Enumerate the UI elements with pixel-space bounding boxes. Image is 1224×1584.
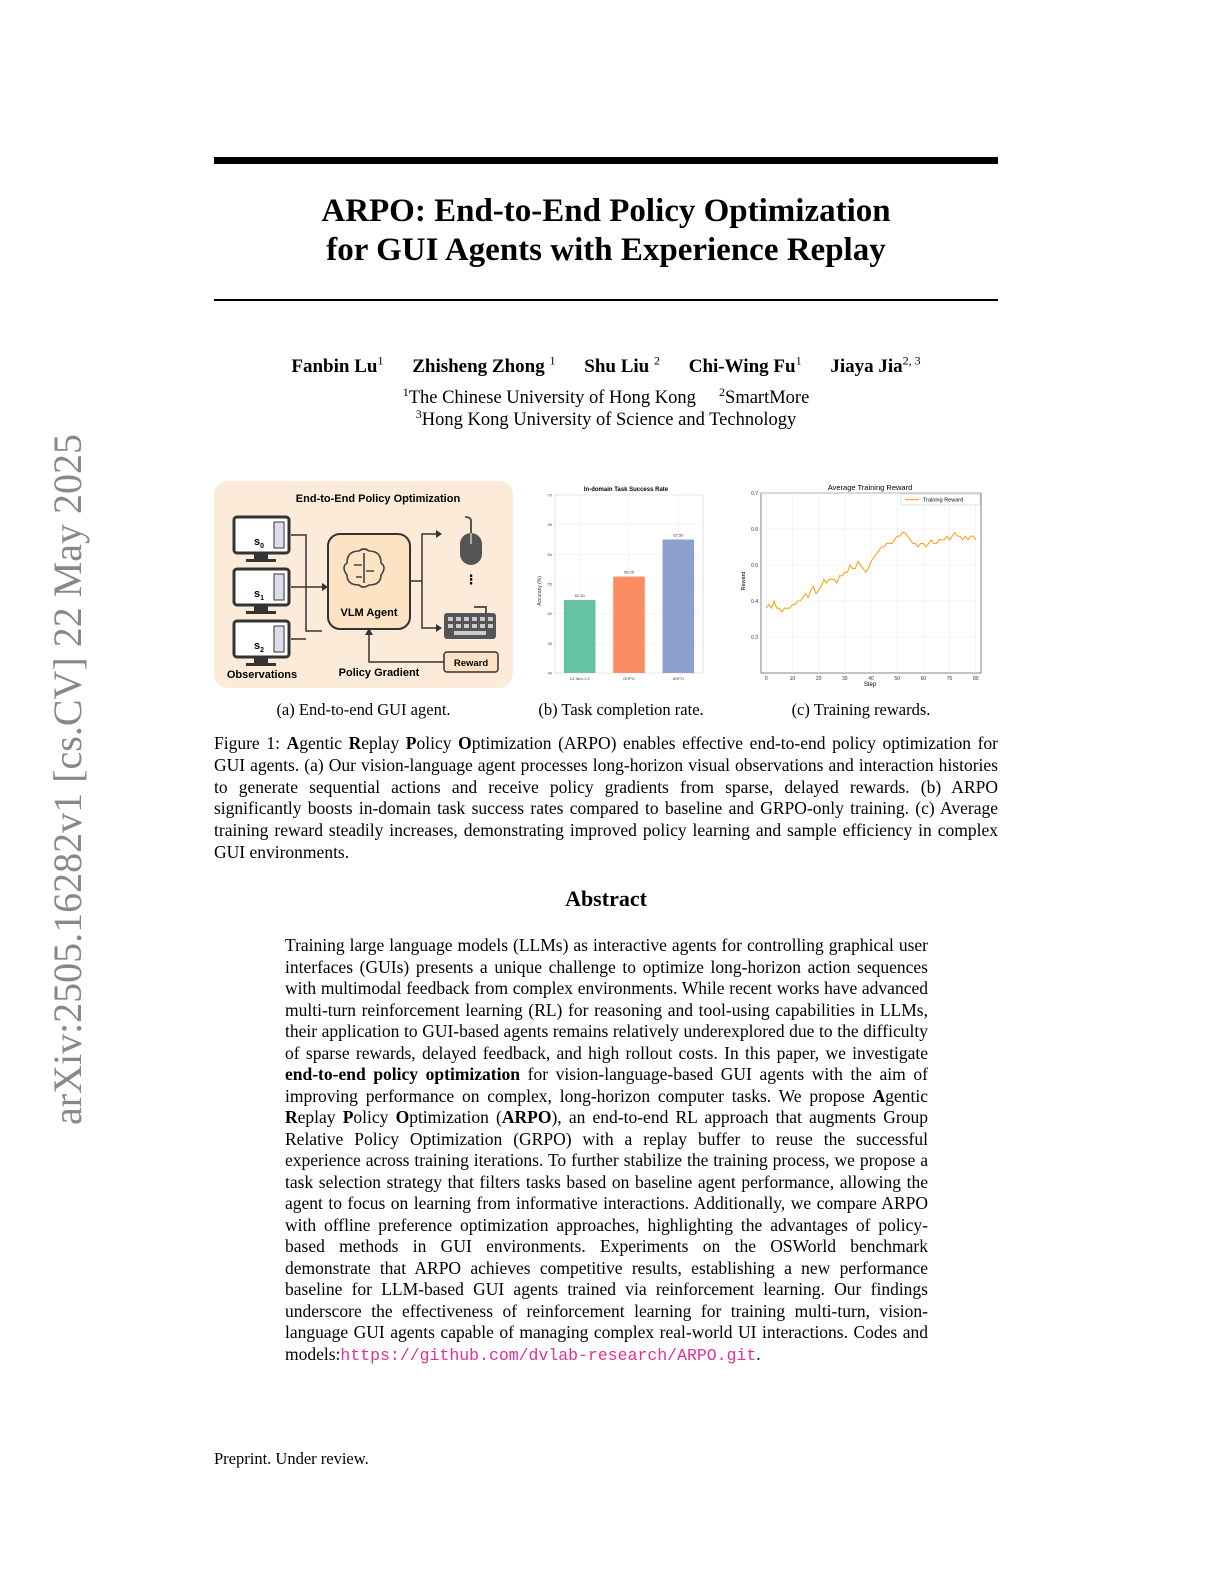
y-tick-label: 55 <box>547 581 552 587</box>
line-chart-title: Average Training Reward <box>827 483 913 492</box>
bar-chart-ylabel: Accuracy (%) <box>537 576 543 606</box>
abstract-heading: Abstract <box>565 886 647 911</box>
monitor-icon <box>234 569 289 614</box>
mouse-icon <box>460 517 482 565</box>
keyboard-icon <box>444 607 496 639</box>
legend-label: Training Reward <box>923 497 964 504</box>
figure-a-diagram <box>214 481 513 688</box>
x-tick-label: 70 <box>946 676 953 682</box>
x-tick-label: 50 <box>894 676 900 682</box>
paper-title <box>214 192 998 270</box>
svg-text:s1: $s_1$ <box>254 588 265 602</box>
y-tick-label: 0.5 <box>751 562 758 569</box>
agent-diagram-svg <box>214 481 513 688</box>
figure-caption: Figure 1: Agentic Replay Policy Optimization (ARPO) enables effective end-to-end policy optimization for GUI agents. (a) Our vision-language agent processes long-horizon visual observations and interaction histories to generate sequential actions and receive policy gradients from sparse, delayed rewards. (b) ARPO significantly boosts in-domain task success rates compared to baseline and GRPO-only training. (c) Average training reward steadily increases, demonstrating improved policy learning and sample efficiency in complex GUI environments. <box>214 733 998 862</box>
reward-label: Reward <box>453 658 489 669</box>
svg-text:s2: $s_2$ <box>254 640 265 654</box>
policy-gradient-arrow <box>369 633 444 662</box>
more-actions-ellipsis: ⋮ <box>464 572 478 587</box>
x-tick-label: 80 <box>972 676 979 682</box>
x-tick-label: 0 <box>764 676 768 682</box>
author: Fanbin Lu$^1$ <box>291 354 384 378</box>
y-tick-label: 0.6 <box>751 526 758 533</box>
x-tick-label: 20 <box>815 676 822 682</box>
monitor-icon <box>234 517 289 562</box>
repo-link[interactable]: https://github.com/dvlab-research/ARPO.git <box>340 1345 757 1365</box>
diagram-title: End-to-End Policy Optimization <box>295 493 461 505</box>
y-tick-label: 70 <box>547 492 552 498</box>
arxiv-watermark[interactable]: arXiv:2505.16282v1 [cs.CV] 22 May 2025 <box>45 433 90 1125</box>
x-tick-label: 10 <box>789 676 796 682</box>
line-chart-svg <box>733 481 989 688</box>
line-chart-xlabel: Step <box>863 682 877 688</box>
observations-label: Observations <box>226 669 298 681</box>
figure-c-line-chart <box>733 481 989 688</box>
subcaption-b: (b) Task completion rate. <box>538 700 704 719</box>
affiliations-line-1: $^1$The Chinese University of Hong Kong $^2$SmartMore <box>402 385 810 409</box>
line-chart-grid <box>751 491 981 682</box>
y-tick-label: 65 <box>547 522 552 528</box>
top-rule <box>214 157 998 164</box>
line-chart-ylabel: Reward <box>741 571 747 591</box>
author: Chi-Wing Fu$^1$ <box>688 354 802 378</box>
abstract-body: Training large language models (LLMs) as interactive agents for controlling graphical user interfaces (GUIs) presents a unique challenge to optimize long-horizon action sequences with multimodal feedback from complex environments. While recent works have advanced multi-turn reinforcement learning (RL) for reasoning and tool-using capabilities in LLMs, their application to GUI-based agents remains relatively underexplored due to the difficulty of sparse rewards, delayed feedback, and high rollout costs. In this paper, we investigate end-to-end policy optimization for vision-language-based GUI agents with the aim of improving performance on complex, long-horizon computer tasks. We propose Agentic Replay Policy Optimization (ARPO), an end-to-end RL approach that augments Group Relative Policy Optimization (GRPO) with a replay buffer to reuse the successful experience across training iterations. To further stabilize the training process, we propose a task selection strategy that filters tasks based on baseline agent performance, allowing the agent to focus on learning from informative interactions. Additionally, we compare ARPO with offline preference optimization approaches, highlighting the advantages of policy-based methods in GUI environments. Experiments on the OSWorld benchmark demonstrate that ARPO achieves competitive results, establishing a new performance baseline for LLM-based GUI agents trained via reinforcement learning. Our findings underscore the effectiveness of reinforcement learning for training multi-turn, vision-language GUI agents capable of managing complex real-world UI interactions. Codes and models:https://github.com/dvlab-research/ARPO.git. <box>285 935 928 1365</box>
x-tick-label: ARPO <box>672 676 685 681</box>
output-connectors <box>410 534 436 628</box>
author: Zhisheng Zhong $^1$ <box>412 354 556 378</box>
x-tick-label: 60 <box>920 676 927 682</box>
bar <box>663 540 695 674</box>
svg-text:s0: $s_0$ <box>254 536 265 550</box>
bar <box>613 577 645 673</box>
x-tick-label: 30 <box>842 676 848 682</box>
bar <box>564 600 596 673</box>
monitor-icon <box>234 621 289 666</box>
author: Shu Liu $^2$ <box>584 354 660 378</box>
title-line-2: for GUI Agents with Experience Replay <box>326 232 886 268</box>
agent-label: VLM Agent <box>340 607 398 619</box>
y-tick-label: 40 <box>547 670 552 676</box>
y-tick-label: 45 <box>547 640 552 646</box>
x-tick-label: 40 <box>868 676 874 682</box>
subcaption-c: (c) Training rewards. <box>791 700 931 719</box>
title-line-1: ARPO: End-to-End Policy Optimization <box>321 193 891 229</box>
y-tick-label: 0.7 <box>751 490 758 497</box>
bar-value-label: 56.25 <box>623 569 635 575</box>
y-tick-label: 60 <box>547 551 552 557</box>
preprint-footer: Preprint. Under review. <box>214 1449 369 1468</box>
x-tick-label: UI-Tars-1.5 <box>569 676 590 681</box>
input-connectors <box>291 535 322 639</box>
title-rule <box>214 299 998 301</box>
y-tick-label: 0.3 <box>751 634 758 641</box>
line-chart-legend <box>901 494 980 505</box>
y-tick-label: 0.4 <box>751 598 758 605</box>
bar-chart-title: In-domain Task Success Rate <box>583 487 669 493</box>
y-tick-label: 50 <box>547 611 552 617</box>
bar-value-label: 62.50 <box>673 532 684 538</box>
x-tick-label: GRPO <box>623 676 635 681</box>
bar-value-label: 52.30 <box>574 593 585 599</box>
author-list <box>214 354 998 378</box>
author: Jiaya Jia$^{2, 3}$ <box>830 354 921 378</box>
subcaption-a: (a) End-to-end GUI agent. <box>276 700 451 719</box>
bar-chart-svg <box>531 481 711 688</box>
affiliations-line-2: $^3$Hong Kong University of Science and Technology <box>415 407 797 431</box>
figure-b-bar-chart <box>531 481 711 688</box>
policy-gradient-label: Policy Gradient <box>338 667 420 679</box>
